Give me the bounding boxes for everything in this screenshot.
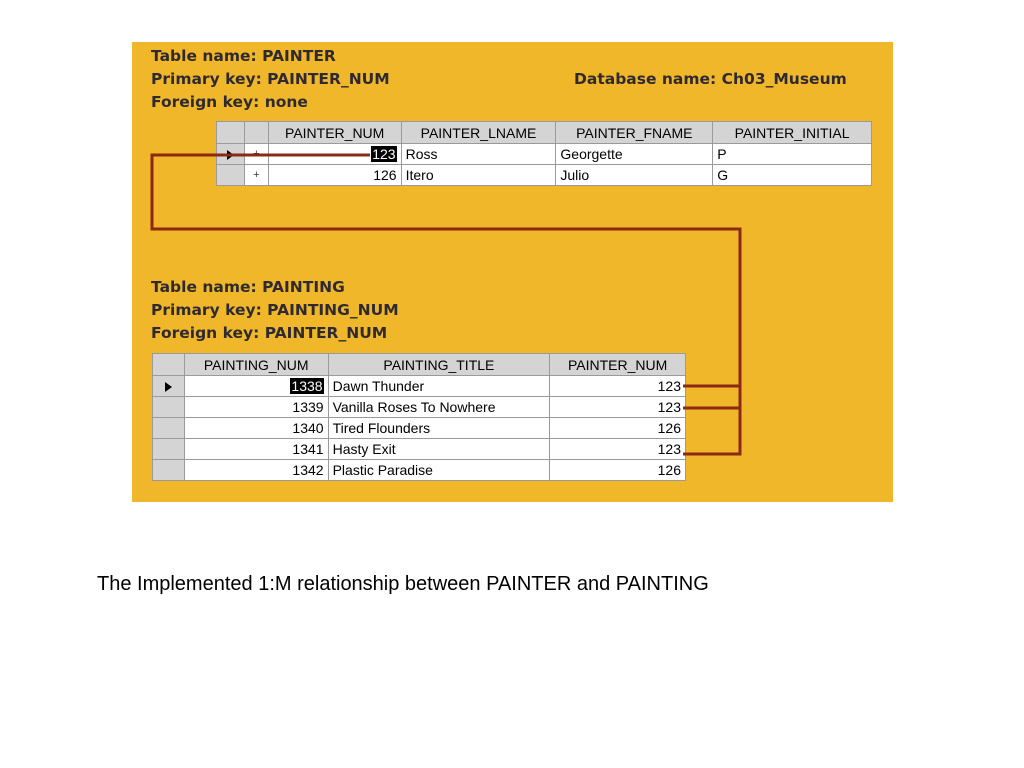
row-selector[interactable]: [153, 376, 185, 397]
painter-num-cell[interactable]: 123: [550, 439, 686, 460]
column-header[interactable]: PAINTER_INITIAL: [713, 122, 872, 144]
row-selector[interactable]: [217, 165, 245, 186]
table-row[interactable]: [153, 418, 686, 439]
row-selector-header: [153, 354, 185, 376]
expand-toggle[interactable]: +: [244, 165, 268, 186]
painting-table: [152, 353, 686, 481]
row-selector[interactable]: [153, 418, 185, 439]
painter-primary-key: Primary key: PAINTER_NUM: [151, 70, 390, 88]
painter-table: [216, 121, 872, 186]
table-row[interactable]: [217, 144, 872, 165]
row-selector[interactable]: [153, 460, 185, 481]
figure-panel: [132, 42, 893, 502]
painter-num-cell[interactable]: [268, 144, 401, 165]
painter-lname-cell[interactable]: Ross: [401, 144, 556, 165]
painting-num-cell[interactable]: 1342: [184, 460, 328, 481]
column-header[interactable]: PAINTING_TITLE: [328, 354, 550, 376]
row-selector[interactable]: [153, 439, 185, 460]
painting-title-cell[interactable]: Vanilla Roses To Nowhere: [328, 397, 550, 418]
current-row-arrow-icon: [227, 150, 234, 160]
column-header[interactable]: PAINTER_LNAME: [401, 122, 556, 144]
column-header[interactable]: PAINTER_FNAME: [556, 122, 713, 144]
painter-initial-cell[interactable]: G: [713, 165, 872, 186]
painter-table-name: Table name: PAINTER: [151, 47, 336, 65]
current-row-arrow-icon: [165, 382, 172, 392]
column-header[interactable]: PAINTING_NUM: [184, 354, 328, 376]
painter-lname-cell[interactable]: Itero: [401, 165, 556, 186]
painting-header-row: [153, 354, 686, 376]
expand-header: [244, 122, 268, 144]
painting-table-meta: [151, 276, 399, 345]
row-selector-header: [217, 122, 245, 144]
painting-title-cell[interactable]: Plastic Paradise: [328, 460, 550, 481]
row-selector[interactable]: [217, 144, 245, 165]
painter-num-cell[interactable]: 126: [268, 165, 401, 186]
painter-header-row: [217, 122, 872, 144]
painter-foreign-key: Foreign key: none: [151, 93, 308, 111]
table-row[interactable]: [153, 397, 686, 418]
selected-value: 1338: [291, 378, 323, 394]
painting-title-cell[interactable]: Dawn Thunder: [328, 376, 550, 397]
database-name: Database name: Ch03_Museum: [574, 70, 847, 88]
table-row[interactable]: [153, 460, 686, 481]
painter-fname-cell[interactable]: Julio: [556, 165, 713, 186]
table-row[interactable]: [153, 439, 686, 460]
row-selector[interactable]: [153, 397, 185, 418]
painter-fname-cell[interactable]: Georgette: [556, 144, 713, 165]
selected-value: 123: [372, 146, 396, 162]
painting-foreign-key: Foreign key: PAINTER_NUM: [151, 324, 388, 342]
painting-num-cell[interactable]: [184, 376, 328, 397]
painter-initial-cell[interactable]: P: [713, 144, 872, 165]
painting-title-cell[interactable]: Tired Flounders: [328, 418, 550, 439]
painter-table-meta: [151, 45, 390, 114]
painter-num-cell[interactable]: 126: [550, 460, 686, 481]
table-row[interactable]: [217, 165, 872, 186]
painter-num-cell[interactable]: 123: [550, 376, 686, 397]
figure-caption: The Implemented 1:M relationship between PAINTER and PAINTING: [97, 573, 709, 595]
painter-num-cell[interactable]: 123: [550, 397, 686, 418]
painting-primary-key: Primary key: PAINTING_NUM: [151, 301, 399, 319]
painting-num-cell[interactable]: 1341: [184, 439, 328, 460]
painting-title-cell[interactable]: Hasty Exit: [328, 439, 550, 460]
painter-num-cell[interactable]: 126: [550, 418, 686, 439]
table-row[interactable]: [153, 376, 686, 397]
column-header[interactable]: PAINTER_NUM: [268, 122, 401, 144]
expand-toggle[interactable]: +: [244, 144, 268, 165]
painting-num-cell[interactable]: 1339: [184, 397, 328, 418]
column-header[interactable]: PAINTER_NUM: [550, 354, 686, 376]
painting-table-name: Table name: PAINTING: [151, 278, 345, 296]
painting-num-cell[interactable]: 1340: [184, 418, 328, 439]
